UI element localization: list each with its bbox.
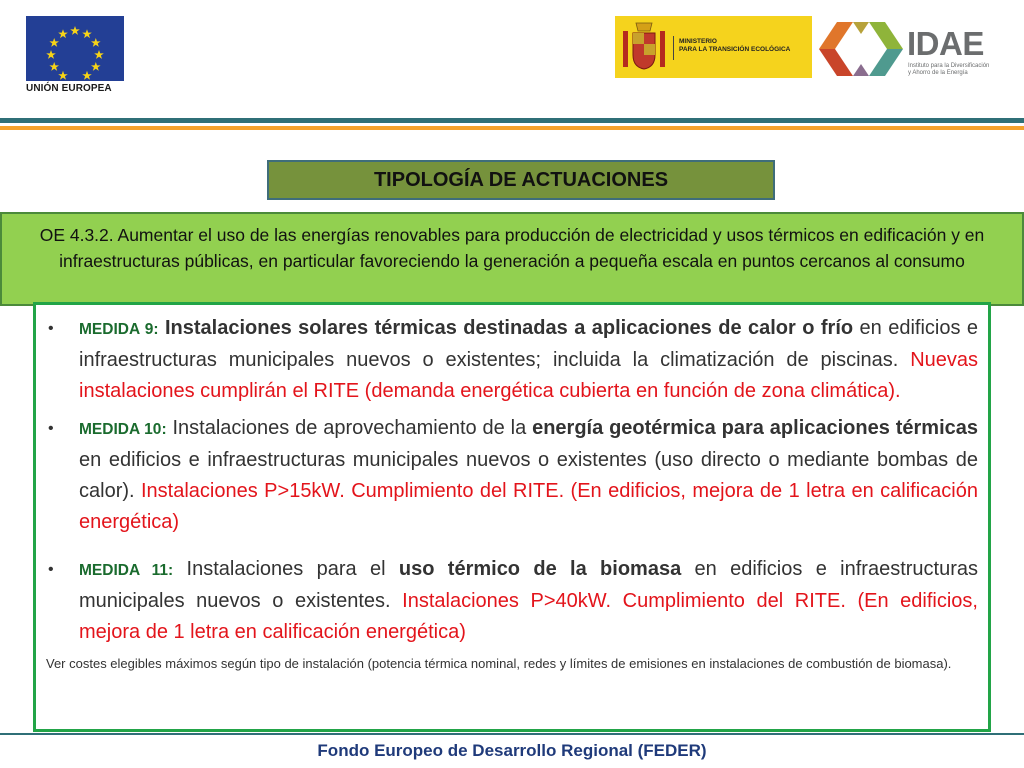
- ministerio-line-2: PARA LA TRANSICIÓN ECOLÓGICA: [679, 46, 791, 53]
- measure-bold-text: energía geotérmica para aplicaciones térmicas: [532, 417, 978, 439]
- idae-subtitle: [908, 63, 989, 77]
- measure-item: [46, 313, 978, 407]
- header-band-orange: [0, 126, 1024, 130]
- footer-line: [0, 733, 1024, 735]
- objective-box: [0, 212, 1024, 306]
- measure-text: en edificios e infraestructuras municipales nuevos o existentes (uso directo o mediante bombas de calor).: [79, 449, 978, 502]
- ministerio-logo: [615, 16, 812, 78]
- measure-item: [46, 413, 978, 538]
- ministerio-separator: [673, 36, 674, 60]
- coat-of-arms-icon: [621, 21, 667, 73]
- measure-text: Instalaciones para el: [173, 558, 399, 580]
- eu-logo: [26, 16, 124, 94]
- bullet-icon: •: [48, 320, 54, 337]
- measure-colon: :: [168, 562, 174, 579]
- bullet-icon: •: [48, 561, 54, 578]
- measure-text: Instalaciones de aprovechamiento de la: [166, 417, 533, 439]
- measures-box: [33, 302, 991, 732]
- idae-diamond-icon: [817, 16, 905, 82]
- measure-bold-text: Instalaciones solares térmicas destinadas a aplicaciones de calor o frío: [164, 317, 854, 339]
- measure-name: MEDIDA 10: [79, 421, 162, 438]
- footer-text: Fondo Europeo de Desarrollo Regional (FEDER): [317, 741, 707, 760]
- measure-name: MEDIDA 11: [79, 562, 169, 579]
- measure-highlight: Nuevas instalaciones cumplirán el RITE (demanda energética cubierta en función de zona climática).: [79, 349, 978, 402]
- measure-highlight: Instalaciones P>15kW. Cumplimiento del RITE. (En edificios, mejora de 1 letra en calificación energética): [79, 480, 978, 533]
- idae-subtitle-line-2: y Ahorro de la Energía: [908, 70, 968, 76]
- ministerio-text: [679, 38, 790, 54]
- measure-item: [46, 554, 978, 648]
- measure-name: MEDIDA 9: [79, 321, 154, 338]
- idae-name: IDAE: [907, 25, 984, 62]
- eligible-costs-note: Ver costes elegibles máximos según tipo de instalación (potencia térmica nominal, redes y límites de emisiones en instalaciones de combustión de biomasa).: [46, 656, 952, 671]
- page-title: TIPOLOGÍA DE ACTUACIONES: [267, 160, 775, 200]
- objective-text: OE 4.3.2. Aumentar el uso de las energías renovables para producción de electricidad y usos térmicos en edificación y en infraestructuras públicas, en particular favoreciendo la generación a pequeña escala en puntos cercanos al consumo: [39, 225, 985, 271]
- idae-subtitle-line-1: Instituto para la Diversificación: [908, 63, 990, 69]
- measure-colon: :: [153, 321, 159, 338]
- measure-highlight: Instalaciones P>40kW. Cumplimiento del RITE. (En edificios, mejora de 1 letra en calificación energética): [79, 590, 978, 643]
- ministerio-line-1: MINISTERIO: [679, 38, 717, 45]
- eu-label: UNIÓN EUROPEA: [26, 83, 112, 94]
- bullet-icon: •: [48, 420, 54, 437]
- idae-logo: [817, 16, 997, 82]
- measure-bold-text: uso térmico de la biomasa: [398, 558, 682, 580]
- eu-flag-icon: [26, 16, 124, 81]
- header-band-teal: [0, 118, 1024, 123]
- measure-text: en edificios e infraestructuras municipales nuevos o existentes.: [79, 558, 978, 612]
- measure-colon: :: [161, 421, 167, 438]
- measure-text: en edificios e infraestructuras municipales nuevos o existentes; incluida la climatización de piscinas.: [79, 317, 978, 371]
